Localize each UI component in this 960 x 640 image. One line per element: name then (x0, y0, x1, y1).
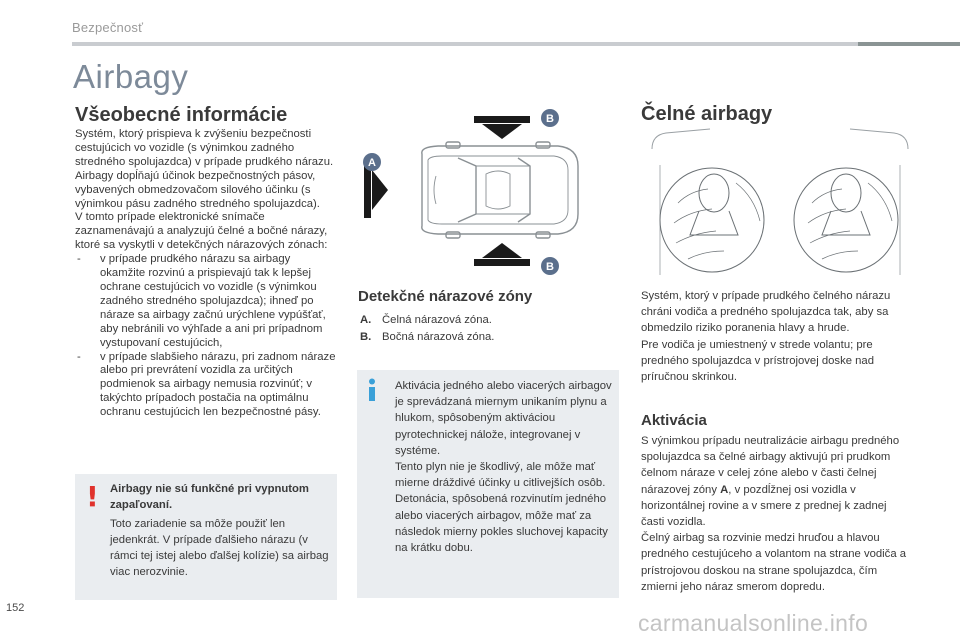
activation-p1-start: S výnimkou prípadu neutralizácie airbagu predného spolujazdca sa čelné airbagy aktivujú pri prudkom čelnom náraze v celej zóne alebo v časti čelnej nárazovej zóny (641, 435, 900, 496)
front-p2: Pre vodiča je umiestnený v strede volantu; pre predného spolujazdca v prístrojovej doske nad príručnou skrinkou. (641, 338, 874, 384)
header-rule-accent (858, 42, 960, 46)
warning-text: Toto zariadenie sa môže použiť len jedenkrát. V prípade ďalšieho nárazu (v rámci tej istej alebo ďalšej kolízie) sa airbag viac nerozvinie. (110, 518, 329, 578)
impact-zones-diagram (358, 106, 580, 276)
activation-p2: Čelný airbag sa rozvinie medzi hruďou a hlavou predného cestujúceho a volantom na strane vodiča a prístrojovou doskou na strane spolujazdca, čím zmierni jeho náraz smerom dopredu. (641, 532, 907, 593)
front-p1: Systém, ktorý v prípade prudkého čelného nárazu chráni vodiča a predného spolujazdca tak, aby sa obmedzilo riziko poranenia hlavy a hrude. (641, 290, 891, 335)
zone-b-bottom-label: B (546, 261, 554, 273)
bullet-item: - v prípade prudkého nárazu sa airbagy okamžite rozvinú a prispievajú tak k lepšej ochrane cestujúcich vo vozidle (s výnimkou zadného stredného spolujazdca); ihneď po náraze sa airbagy začnú urýchlene vypúšťať, aby nebránili vo výhľade a ani pri prípadnom vystupovaní cestujúcich, (75, 253, 337, 350)
general-intro: Systém, ktorý prispieva k zvýšeniu bezpečnosti cestujúcich vo vozidle (s výnimkou zadného stredného spolujazdca) v prípade prudkého nárazu. Airbagy dopĺňajú účinok bezpečnostných pásov, vybavených obmedzovačom silového účinku (s výnimkou pásu zadného stredného spolujazdca). (75, 128, 334, 210)
info-p1: Aktivácia jedného alebo viacerých airbagov je sprevádzaná miernym unikaním plynu a hlukom, spôsobeným aktiváciou pyrotechnickej nálože, integrovanej v systéme. (395, 380, 612, 457)
front-heading: Čelné airbagy (641, 103, 773, 125)
zone-b-top-label: B (546, 113, 554, 125)
zone-b-bottom-badge (541, 257, 559, 275)
info-icon (365, 378, 379, 402)
front-airbags-illustration (650, 125, 910, 280)
activation-text (641, 433, 907, 595)
general-sensors: V tomto prípade elektronické snímače zaznamenávajú a analyzujú čelné a bočné nárazy, ktoré sa vyskytli v detekčných nárazových zónach: (75, 211, 328, 252)
general-heading: Všeobecné informácie (75, 104, 288, 126)
page-title: Airbagy (73, 58, 189, 95)
zones-heading: Detekčné nárazové zóny (358, 288, 533, 305)
info-p2: Tento plyn nie je škodlivý, ale môže mať mierne dráždivé účinky u citlivejších osôb. (395, 461, 606, 490)
general-bullets (75, 253, 337, 420)
list-item (360, 312, 494, 329)
info-text (395, 378, 615, 556)
zone-key: A. (360, 314, 372, 326)
exclamation-icon: ! (86, 480, 99, 513)
zone-a-badge (363, 153, 381, 171)
page-number: 152 (6, 602, 25, 614)
zone-text: Bočná nárazová zóna. (382, 330, 495, 343)
warning-title: Airbagy nie sú funkčné pri vypnutom zapaľovaní. (110, 483, 309, 511)
header-rule (72, 42, 960, 46)
front-text (641, 288, 907, 385)
section-label: Bezpečnosť (72, 20, 144, 35)
list-item (360, 329, 494, 346)
zone-b-top-badge (541, 109, 559, 127)
watermark: carmanualsonline.info (638, 610, 869, 636)
bullet-item: - v prípade slabšieho nárazu, pri zadnom náraze alebo pri prevrátení vozidla za určitých podmienok sa airbagy nemusia rozvinúť; v takýchto prípadoch postačia na optimálnu ochranu cestujúcich len bezpečnostné pásy. (75, 351, 337, 421)
info-p3: Detonácia, spôsobená rozvinutím jedného alebo viacerých airbagov, môže mať za následok mierny pokles sluchovej kapacity na krátku dobu. (395, 493, 608, 555)
activation-zone-key: A (720, 483, 729, 496)
activation-heading: Aktivácia (641, 412, 707, 429)
activation-p1-end: , v pozdĺžnej osi vozidla v horizontálnej rovine a v smere z prednej k zadnej časti vozidla. (641, 483, 887, 529)
zones-list (360, 312, 494, 345)
activation-p1 (641, 433, 907, 530)
general-text (75, 128, 337, 420)
zone-a-label: A (368, 157, 376, 169)
zone-key: B. (360, 330, 372, 343)
zone-text: Čelná nárazová zóna. (382, 314, 492, 326)
